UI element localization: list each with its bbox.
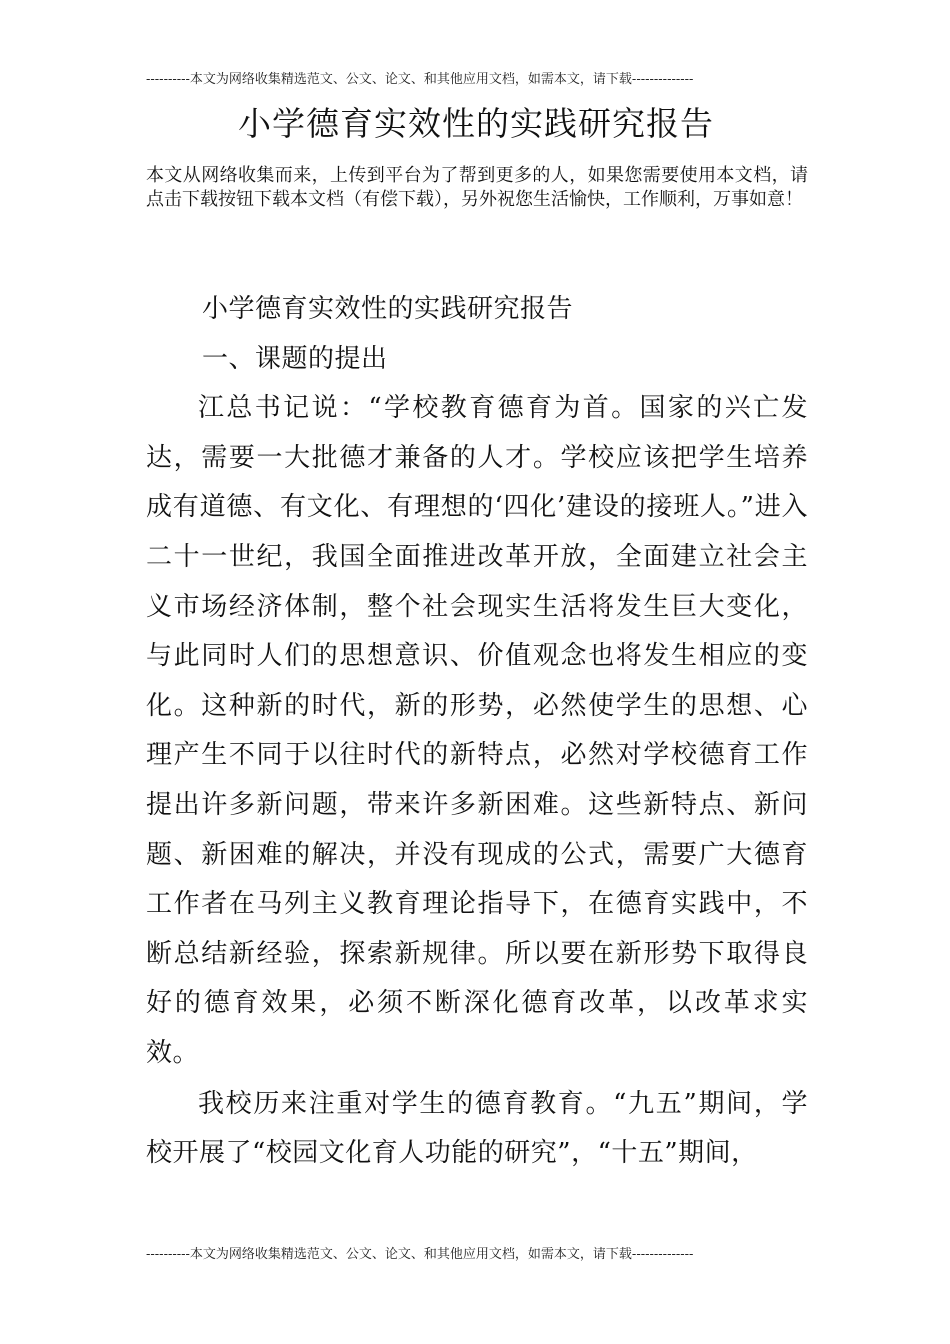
section-heading: 一、课题的提出 — [202, 343, 388, 374]
paragraph: 江总书记说：“学校教育德育为首。国家的兴亡发达，需要一大批德才兼备的人才。学校应该把学生培养成有道德、有文化、有理想的‘四化’建设的接班人。”进入二十一世纪，我国全面推进改革开放，全面建立社会主义市场经济体制，整个社会现实生活将发生巨大变化，与此同时人们的思想意识、价值观念也将发生相应的变化。这种新的时代，新的形势，必然使学生的思想、心理产生不同于以往时代的新特点，必然对学校德育工作提出许多新问题，带来许多新困难。这些新特点、新问题、新困难的解决，并没有现成的公式，需要广大德育工作者在马列主义教育理论指导下，在德育实践中，不断总结新经验，探索新规律。所以要在新形势下取得良好的德育效果，必须不断深化德育改革，以改革求实效。 — [146, 393, 808, 1068]
download-notice: 本文从网络收集而来，上传到平台为了帮到更多的人，如果您需要使用本文档，请点击下载按钮下载本文档（有偿下载），另外祝您生活愉快，工作顺利，万事如意！ — [146, 165, 808, 210]
document-title: 小学德育实效性的实践研究报告 — [238, 104, 714, 143]
footer-banner: ----------本文为网络收集精选范文、公文、论文、和其他应用文档，如需本文，请下载-------------- — [146, 1247, 694, 1262]
header-banner: ----------本文为网络收集精选范文、公文、论文、和其他应用文档，如需本文，请下载-------------- — [146, 72, 694, 87]
body-title: 小学德育实效性的实践研究报告 — [202, 294, 574, 324]
document-body — [146, 285, 808, 1179]
paragraph: 我校历来注重对学生的德育教育。“九五”期间，学校开展了“校园文化育人功能的研究”，“十五”期间， — [146, 1088, 808, 1169]
